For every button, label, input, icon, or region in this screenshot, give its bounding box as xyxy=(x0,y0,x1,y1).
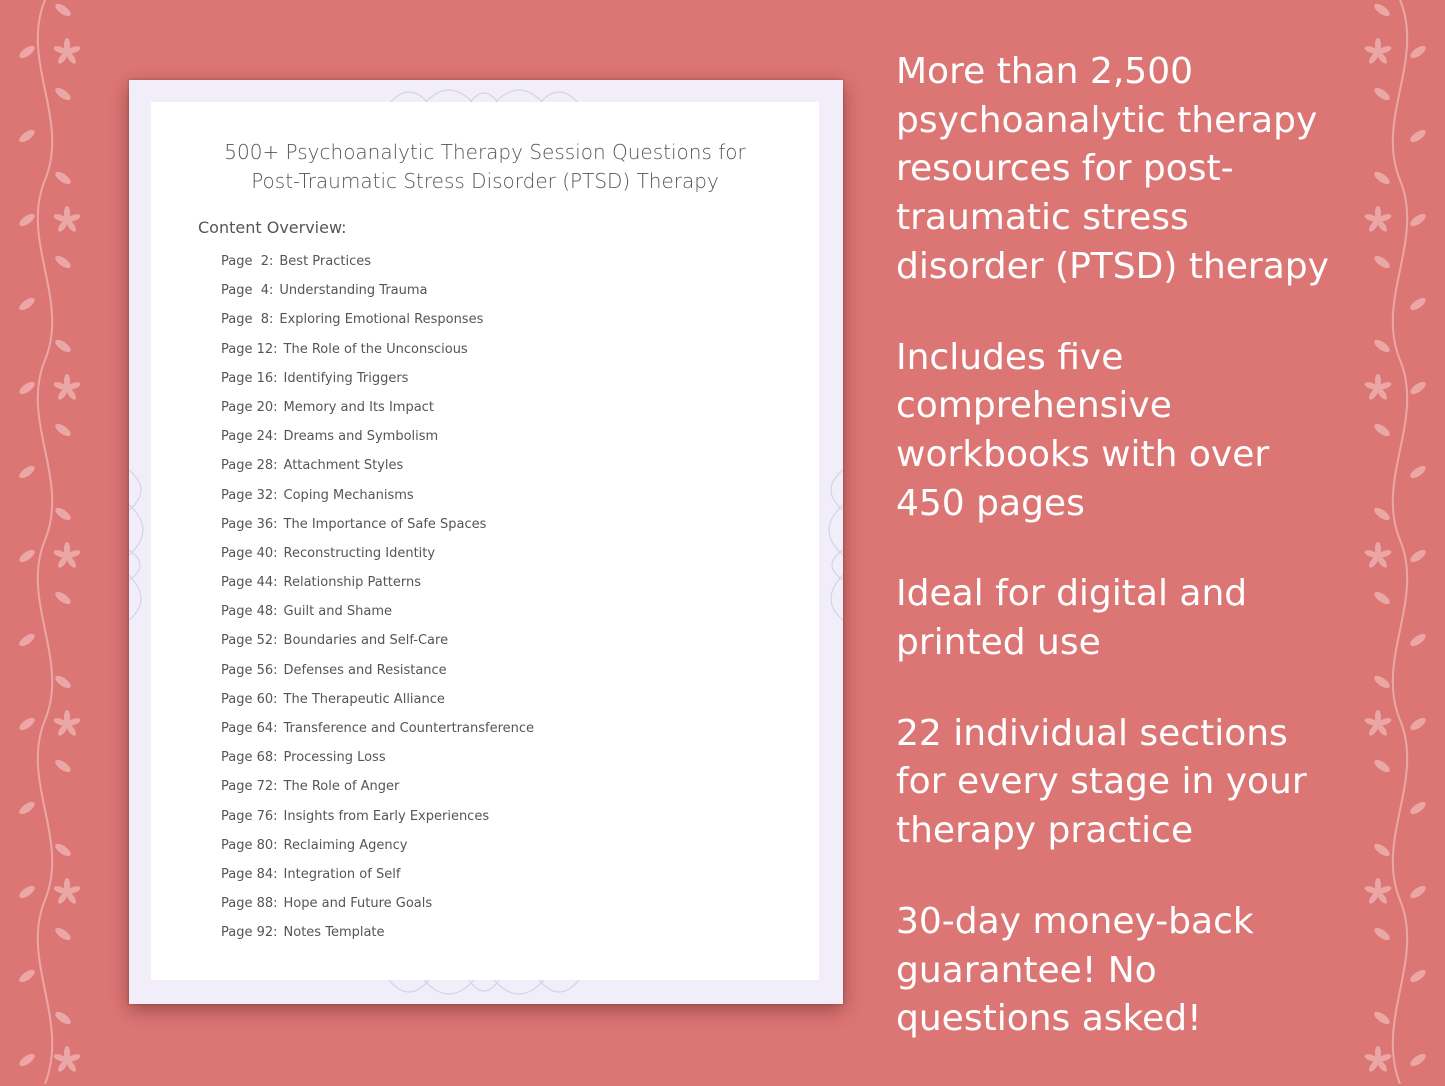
toc-page-number: Page 52: xyxy=(221,633,278,649)
toc-item xyxy=(221,779,534,808)
toc-page-number: Page 60: xyxy=(221,691,278,707)
floral-vine-icon xyxy=(0,0,90,1084)
document-page xyxy=(151,102,819,980)
toc-item xyxy=(221,400,534,429)
toc-item xyxy=(221,546,534,575)
toc-section-title: Insights from Early Experiences xyxy=(283,808,490,824)
toc-page-number: Page 28: xyxy=(221,458,278,474)
toc-page-number: Page 36: xyxy=(221,516,278,532)
toc-item xyxy=(221,517,534,546)
toc-section-title: Relationship Patterns xyxy=(283,575,422,591)
toc-section-title: Notes Template xyxy=(283,925,385,941)
toc-section-title: Memory and Its Impact xyxy=(283,399,434,415)
toc-section-title: Hope and Future Goals xyxy=(283,896,433,912)
toc-section-title: Understanding Trauma xyxy=(279,283,428,299)
toc-page-number: Page 44: xyxy=(221,575,278,591)
toc-page-number: Page 8: xyxy=(221,312,274,328)
toc-section-title: Processing Loss xyxy=(283,750,386,766)
toc-section-title: Attachment Styles xyxy=(283,458,404,474)
mandala-icon xyxy=(129,460,153,630)
toc-item xyxy=(221,692,534,721)
toc-item xyxy=(221,604,534,633)
toc-page-number: Page 12: xyxy=(221,341,278,357)
toc-section-title: Transference and Countertransference xyxy=(283,721,535,736)
content-overview-label: Content Overview: xyxy=(198,218,347,237)
mandala-icon xyxy=(819,460,843,630)
toc-section-title: The Role of the Unconscious xyxy=(283,341,468,357)
toc-page-number: Page 84: xyxy=(221,866,278,882)
toc-page-number: Page 16: xyxy=(221,370,278,386)
feature-text: 22 individual sections for every stage in your therapy practice xyxy=(896,712,1307,852)
toc-item xyxy=(221,896,534,925)
toc-section-title: Best Practices xyxy=(279,254,372,269)
toc-page-number: Page 92: xyxy=(221,925,278,941)
toc-section-title: Guilt and Shame xyxy=(283,604,393,620)
toc-page-number: Page 24: xyxy=(221,429,278,445)
toc-section-title: The Therapeutic Alliance xyxy=(283,691,445,707)
toc-section-title: Identifying Triggers xyxy=(283,370,409,386)
toc-section-title: Defenses and Resistance xyxy=(283,662,447,678)
toc-item xyxy=(221,838,534,867)
toc-page-number: Page 4: xyxy=(221,283,274,299)
toc-item xyxy=(221,342,534,371)
toc-item xyxy=(221,371,534,400)
toc-page-number: Page 88: xyxy=(221,896,278,912)
toc-item xyxy=(221,750,534,779)
document-title-line: 500+ Psychoanalytic Therapy Session Questions for xyxy=(224,140,746,164)
toc-page-number: Page 20: xyxy=(221,399,278,415)
toc-item xyxy=(221,809,534,838)
mandala-icon xyxy=(379,80,589,104)
toc-page-number: Page 64: xyxy=(221,721,278,736)
floral-vine-icon xyxy=(1355,0,1445,1084)
toc-item xyxy=(221,458,534,487)
feature-list xyxy=(896,48,1366,1086)
toc-page-number: Page 68: xyxy=(221,750,278,766)
toc-page-number: Page 2: xyxy=(221,254,274,269)
toc-page-number: Page 40: xyxy=(221,545,278,561)
feature-text: Includes five comprehensive workbooks with over 450 pages xyxy=(896,336,1270,524)
toc-item xyxy=(221,254,534,283)
toc-section-title: Reclaiming Agency xyxy=(283,837,408,853)
toc-page-number: Page 56: xyxy=(221,662,278,678)
toc-item xyxy=(221,488,534,517)
toc-section-title: Dreams and Symbolism xyxy=(283,429,439,445)
feature-text: Ideal for digital and printed use xyxy=(896,573,1248,664)
toc-page-number: Page 72: xyxy=(221,779,278,795)
toc-item xyxy=(221,575,534,604)
toc-section-title: Reconstructing Identity xyxy=(283,545,436,561)
document-title xyxy=(151,138,819,196)
toc-section-title: The Role of Anger xyxy=(283,779,400,795)
toc-section-title: Integration of Self xyxy=(283,866,401,882)
feature-text: More than 2,500 psychoanalytic therapy resources for post- traumatic stress disorder (PTSD) therapy xyxy=(896,51,1329,287)
document-preview xyxy=(129,80,843,1004)
toc-page-number: Page 32: xyxy=(221,487,278,503)
toc-page-number: Page 48: xyxy=(221,604,278,620)
toc-section-title: Coping Mechanisms xyxy=(283,487,414,503)
toc-item xyxy=(221,925,534,954)
toc-section-title: Boundaries and Self-Care xyxy=(283,633,449,649)
feature-text: 30-day money-back guarantee! No questions asked! xyxy=(896,900,1254,1040)
toc-item xyxy=(221,721,534,750)
toc-item xyxy=(221,867,534,896)
toc-item xyxy=(221,663,534,692)
toc-item xyxy=(221,312,534,341)
document-title-line: Post-Traumatic Stress Disorder (PTSD) Therapy xyxy=(251,169,719,193)
toc-section-title: The Importance of Safe Spaces xyxy=(283,516,487,532)
toc-page-number: Page 76: xyxy=(221,808,278,824)
toc-item xyxy=(221,633,534,662)
table-of-contents xyxy=(221,254,534,955)
toc-item xyxy=(221,283,534,312)
toc-section-title: Exploring Emotional Responses xyxy=(279,312,484,328)
toc-item xyxy=(221,429,534,458)
mandala-icon xyxy=(379,980,589,1004)
toc-page-number: Page 80: xyxy=(221,837,278,853)
